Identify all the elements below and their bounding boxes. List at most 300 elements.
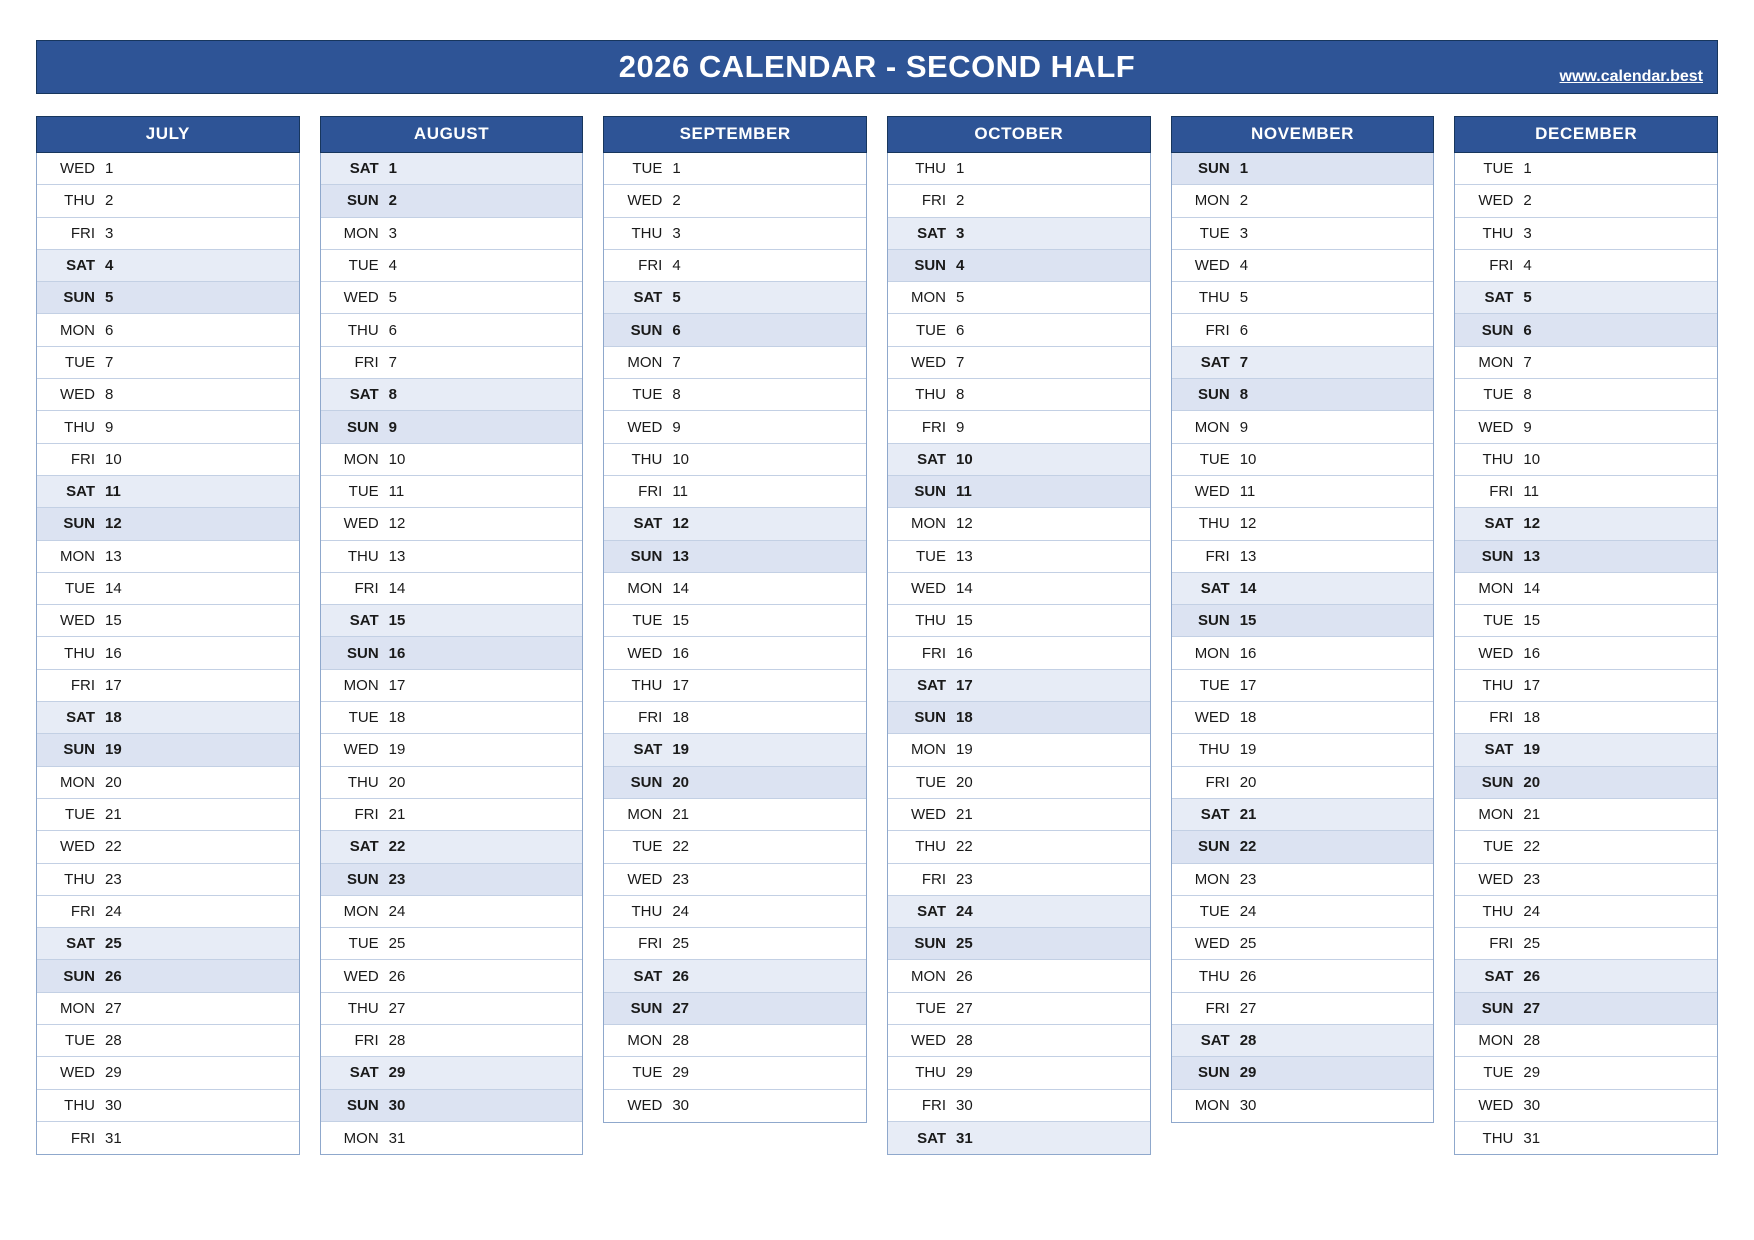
day-number: 31 (1523, 1129, 1541, 1147)
day-row[interactable] (37, 799, 299, 831)
day-row[interactable] (1455, 347, 1717, 379)
day-row[interactable] (1455, 831, 1717, 863)
day-row[interactable] (888, 1122, 1150, 1154)
day-number: 24 (956, 902, 973, 920)
day-row[interactable] (321, 960, 583, 992)
day-row[interactable] (1455, 573, 1717, 605)
day-row[interactable] (37, 476, 299, 508)
day-row[interactable] (888, 831, 1150, 863)
month-column (36, 116, 300, 1155)
day-row[interactable] (604, 185, 866, 217)
day-number: 23 (105, 870, 122, 888)
day-row[interactable] (37, 250, 299, 282)
day-row[interactable] (321, 218, 583, 250)
day-of-week-label: WED (627, 870, 663, 888)
day-number: 3 (1239, 224, 1249, 242)
day-row[interactable] (888, 767, 1150, 799)
day-row[interactable] (37, 702, 299, 734)
day-row[interactable] (888, 605, 1150, 637)
day-row[interactable] (1455, 508, 1717, 540)
day-row[interactable] (1172, 282, 1434, 314)
day-row[interactable] (37, 637, 299, 669)
day-row[interactable] (604, 993, 866, 1025)
day-list (320, 153, 584, 1155)
day-row[interactable] (888, 508, 1150, 540)
day-row[interactable] (888, 379, 1150, 411)
day-row[interactable] (888, 347, 1150, 379)
day-row[interactable] (888, 476, 1150, 508)
day-row[interactable] (888, 864, 1150, 896)
day-number: 24 (1239, 902, 1257, 920)
day-of-week-label: SAT (349, 838, 379, 856)
day-row[interactable] (1172, 476, 1434, 508)
day-row[interactable] (1172, 637, 1434, 669)
day-of-week-label: SAT (66, 257, 95, 275)
day-of-week-label: FRI (1489, 935, 1514, 953)
day-row[interactable] (37, 1122, 299, 1154)
day-row[interactable] (1172, 993, 1434, 1025)
day-row[interactable] (37, 508, 299, 540)
day-row[interactable] (1172, 734, 1434, 766)
day-row[interactable] (1172, 1057, 1434, 1089)
day-number: 4 (388, 257, 398, 275)
day-number: 14 (956, 580, 973, 597)
day-number: 15 (672, 612, 690, 630)
day-row[interactable] (321, 541, 583, 573)
day-row[interactable] (1455, 476, 1717, 508)
day-row[interactable] (888, 960, 1150, 992)
day-number: 23 (1523, 870, 1541, 888)
day-row[interactable] (37, 831, 299, 863)
day-of-week-label: TUE (348, 709, 379, 727)
day-row[interactable] (1172, 508, 1434, 540)
day-row[interactable] (1455, 250, 1717, 282)
day-row[interactable] (604, 1057, 866, 1089)
day-of-week-label: MON (60, 321, 95, 339)
day-row[interactable] (1172, 541, 1434, 573)
day-row[interactable] (37, 347, 299, 379)
day-row[interactable] (1455, 928, 1717, 960)
day-row[interactable] (604, 831, 866, 863)
day-number: 6 (388, 321, 398, 339)
month-column (1171, 116, 1435, 1155)
day-row[interactable] (604, 928, 866, 960)
day-number: 23 (956, 870, 973, 888)
day-row[interactable] (1455, 670, 1717, 702)
day-of-week-label: TUE (65, 580, 95, 597)
day-number: 20 (672, 773, 690, 791)
day-of-week-label: WED (60, 160, 95, 178)
day-of-week-label: WED (60, 612, 95, 630)
day-row[interactable] (1172, 864, 1434, 896)
day-number: 9 (105, 418, 114, 436)
day-of-week-label: TUE (1199, 676, 1230, 694)
day-row[interactable] (37, 153, 299, 185)
day-row[interactable] (321, 1057, 583, 1089)
day-row[interactable] (604, 767, 866, 799)
day-row[interactable] (604, 153, 866, 185)
day-row[interactable] (604, 670, 866, 702)
day-row[interactable] (888, 314, 1150, 346)
day-row[interactable] (1455, 153, 1717, 185)
day-row[interactable] (1172, 314, 1434, 346)
day-row[interactable] (888, 153, 1150, 185)
day-number: 3 (105, 224, 114, 242)
day-number: 12 (388, 515, 406, 533)
day-row[interactable] (37, 767, 299, 799)
day-row[interactable] (888, 444, 1150, 476)
day-row[interactable] (888, 1057, 1150, 1089)
day-row[interactable] (321, 282, 583, 314)
day-row[interactable] (888, 411, 1150, 443)
day-row[interactable] (604, 605, 866, 637)
day-row[interactable] (604, 702, 866, 734)
day-row[interactable] (604, 379, 866, 411)
day-of-week-label: SAT (66, 935, 95, 953)
day-of-week-label: THU (915, 612, 947, 630)
day-row[interactable] (37, 314, 299, 346)
day-number: 27 (105, 999, 122, 1017)
day-of-week-label: MON (1194, 418, 1230, 436)
day-row[interactable] (888, 896, 1150, 928)
day-row[interactable] (604, 314, 866, 346)
day-row[interactable] (1172, 379, 1434, 411)
day-row[interactable] (37, 670, 299, 702)
day-number: 15 (1523, 612, 1541, 630)
day-row[interactable] (888, 993, 1150, 1025)
day-of-week-label: MON (343, 676, 379, 694)
day-number: 8 (1239, 386, 1249, 404)
day-of-week-label: FRI (921, 192, 947, 210)
day-number: 21 (956, 806, 973, 824)
day-row[interactable] (321, 1025, 583, 1057)
day-row[interactable] (37, 605, 299, 637)
day-of-week-label: SAT (1484, 741, 1514, 759)
day-row[interactable] (321, 734, 583, 766)
day-of-week-label: TUE (65, 1032, 95, 1050)
day-row[interactable] (1172, 411, 1434, 443)
day-of-week-label: FRI (70, 676, 95, 694)
day-row[interactable] (1455, 1057, 1717, 1089)
day-row[interactable] (1172, 1025, 1434, 1057)
day-row[interactable] (321, 250, 583, 282)
day-of-week-label: MON (343, 450, 379, 468)
day-row[interactable] (321, 508, 583, 540)
day-row[interactable] (888, 250, 1150, 282)
day-number: 16 (956, 644, 973, 662)
day-row[interactable] (1455, 282, 1717, 314)
day-of-week-label: MON (1194, 192, 1230, 210)
day-row[interactable] (321, 573, 583, 605)
day-row[interactable] (37, 573, 299, 605)
day-row[interactable] (604, 1090, 866, 1122)
day-number: 30 (388, 1096, 406, 1114)
day-number: 14 (1523, 580, 1541, 597)
day-row[interactable] (1455, 379, 1717, 411)
month-column (1454, 116, 1718, 1155)
day-row[interactable] (321, 702, 583, 734)
day-row[interactable] (888, 702, 1150, 734)
day-row[interactable] (604, 573, 866, 605)
day-number: 20 (1523, 773, 1541, 791)
month-column (603, 116, 867, 1155)
day-row[interactable] (888, 541, 1150, 573)
day-row[interactable] (321, 1090, 583, 1122)
day-row[interactable] (37, 411, 299, 443)
day-row[interactable] (604, 896, 866, 928)
day-of-week-label: TUE (65, 353, 95, 371)
day-number: 25 (105, 935, 122, 953)
day-row[interactable] (1455, 185, 1717, 217)
day-of-week-label: THU (64, 1096, 95, 1114)
day-of-week-label: FRI (921, 418, 947, 436)
day-of-week-label: TUE (916, 321, 947, 339)
day-row[interactable] (604, 799, 866, 831)
day-row[interactable] (604, 960, 866, 992)
day-number: 6 (1239, 321, 1249, 339)
day-row[interactable] (321, 670, 583, 702)
day-row[interactable] (37, 734, 299, 766)
day-row[interactable] (1172, 767, 1434, 799)
day-number: 24 (1523, 902, 1541, 920)
day-of-week-label: SUN (63, 741, 95, 759)
day-of-week-label: SUN (63, 289, 95, 307)
day-number: 15 (388, 612, 406, 630)
day-row[interactable] (1455, 637, 1717, 669)
day-number: 7 (956, 353, 965, 371)
day-of-week-label: WED (343, 967, 379, 985)
day-row[interactable] (1172, 670, 1434, 702)
day-row[interactable] (888, 928, 1150, 960)
day-row[interactable] (37, 1057, 299, 1089)
day-row[interactable] (37, 444, 299, 476)
day-list (36, 153, 300, 1155)
day-row[interactable] (1172, 573, 1434, 605)
day-number: 13 (1523, 547, 1541, 565)
website-link[interactable]: www.calendar.best (1559, 68, 1703, 85)
day-row[interactable] (604, 476, 866, 508)
day-row[interactable] (37, 864, 299, 896)
day-of-week-label: MON (1478, 1032, 1514, 1050)
day-of-week-label: TUE (632, 1064, 663, 1082)
day-number: 27 (1239, 999, 1257, 1017)
day-row[interactable] (888, 282, 1150, 314)
day-number: 8 (672, 386, 681, 404)
day-row[interactable] (1455, 541, 1717, 573)
day-row[interactable] (37, 928, 299, 960)
day-number: 7 (105, 353, 114, 371)
day-list (603, 153, 867, 1123)
day-row[interactable] (1455, 1122, 1717, 1154)
day-number: 8 (956, 386, 965, 404)
day-row[interactable] (1172, 896, 1434, 928)
day-row[interactable] (888, 573, 1150, 605)
day-number: 2 (105, 192, 114, 210)
day-row[interactable] (321, 379, 583, 411)
day-row[interactable] (604, 637, 866, 669)
day-row[interactable] (1172, 702, 1434, 734)
day-row[interactable] (321, 605, 583, 637)
day-number: 18 (388, 709, 406, 727)
day-row[interactable] (604, 347, 866, 379)
day-row[interactable] (888, 185, 1150, 217)
day-row[interactable] (1172, 831, 1434, 863)
day-of-week-label: FRI (70, 902, 95, 920)
day-of-week-label: SUN (347, 192, 379, 210)
day-row[interactable] (1455, 605, 1717, 637)
day-row[interactable] (321, 799, 583, 831)
day-of-week-label: WED (911, 806, 947, 824)
day-row[interactable] (604, 1025, 866, 1057)
day-row[interactable] (321, 411, 583, 443)
day-number: 13 (672, 547, 690, 565)
day-of-week-label: THU (64, 870, 95, 888)
day-of-week-label: FRI (638, 935, 663, 953)
day-of-week-label: FRI (1489, 483, 1514, 501)
day-row[interactable] (1455, 993, 1717, 1025)
day-number: 11 (1523, 483, 1539, 501)
day-row[interactable] (1455, 1090, 1717, 1122)
day-of-week-label: SAT (1200, 1032, 1230, 1050)
day-of-week-label: SAT (1200, 353, 1230, 371)
day-row[interactable] (1455, 734, 1717, 766)
day-row[interactable] (37, 993, 299, 1025)
day-number: 21 (672, 806, 690, 824)
day-row[interactable] (1455, 444, 1717, 476)
day-row[interactable] (888, 1090, 1150, 1122)
day-number: 9 (672, 418, 681, 436)
day-number: 27 (388, 999, 406, 1017)
day-number: 20 (956, 773, 973, 791)
day-row[interactable] (37, 960, 299, 992)
day-row[interactable] (1172, 799, 1434, 831)
day-number: 12 (105, 515, 122, 533)
day-row[interactable] (888, 1025, 1150, 1057)
day-row[interactable] (604, 508, 866, 540)
day-row[interactable] (321, 444, 583, 476)
day-number: 9 (1523, 418, 1532, 436)
day-row[interactable] (604, 541, 866, 573)
day-row[interactable] (1455, 218, 1717, 250)
day-number: 18 (1239, 709, 1257, 727)
day-row[interactable] (888, 799, 1150, 831)
day-row[interactable] (37, 218, 299, 250)
day-row[interactable] (1172, 218, 1434, 250)
day-of-week-label: SUN (630, 999, 663, 1017)
day-of-week-label: MON (1478, 353, 1514, 371)
day-row[interactable] (37, 541, 299, 573)
month-title: DECEMBER (1454, 116, 1718, 153)
day-number: 11 (105, 483, 121, 501)
day-row[interactable] (1455, 1025, 1717, 1057)
day-row[interactable] (604, 864, 866, 896)
day-row[interactable] (37, 185, 299, 217)
day-row[interactable] (1172, 1090, 1434, 1122)
day-of-week-label: TUE (632, 160, 663, 178)
day-row[interactable] (1455, 411, 1717, 443)
day-row[interactable] (1172, 605, 1434, 637)
day-of-week-label: SUN (1481, 547, 1514, 565)
day-row[interactable] (321, 314, 583, 346)
day-row[interactable] (321, 153, 583, 185)
day-row[interactable] (604, 444, 866, 476)
day-row[interactable] (37, 1090, 299, 1122)
day-row[interactable] (37, 282, 299, 314)
day-of-week-label: SAT (1484, 515, 1514, 533)
day-number: 4 (105, 257, 114, 275)
day-row[interactable] (1172, 250, 1434, 282)
day-row[interactable] (321, 993, 583, 1025)
day-row[interactable] (37, 379, 299, 411)
day-of-week-label: FRI (638, 483, 663, 501)
day-row[interactable] (321, 347, 583, 379)
day-row[interactable] (1172, 185, 1434, 217)
day-row[interactable] (1172, 960, 1434, 992)
day-row[interactable] (321, 767, 583, 799)
day-row[interactable] (1455, 864, 1717, 896)
day-row[interactable] (1172, 444, 1434, 476)
day-row[interactable] (1455, 799, 1717, 831)
day-number: 2 (1523, 192, 1532, 210)
day-number: 3 (956, 224, 965, 242)
day-number: 5 (105, 289, 114, 307)
day-row[interactable] (1455, 960, 1717, 992)
day-row[interactable] (1172, 928, 1434, 960)
day-row[interactable] (1172, 153, 1434, 185)
day-number: 29 (105, 1064, 122, 1082)
day-number: 14 (388, 580, 406, 597)
day-of-week-label: SUN (914, 935, 947, 953)
day-number: 3 (388, 224, 398, 242)
day-row[interactable] (37, 1025, 299, 1057)
day-row[interactable] (321, 637, 583, 669)
day-row[interactable] (888, 637, 1150, 669)
day-row[interactable] (321, 476, 583, 508)
day-number: 29 (1239, 1064, 1257, 1082)
day-row[interactable] (321, 864, 583, 896)
day-number: 23 (388, 870, 406, 888)
day-row[interactable] (604, 218, 866, 250)
day-row[interactable] (321, 185, 583, 217)
day-row[interactable] (321, 896, 583, 928)
day-row[interactable] (321, 1122, 583, 1154)
day-row[interactable] (1455, 896, 1717, 928)
day-row[interactable] (604, 411, 866, 443)
day-row[interactable] (888, 670, 1150, 702)
day-row[interactable] (321, 928, 583, 960)
day-row[interactable] (1172, 347, 1434, 379)
day-number: 28 (672, 1032, 690, 1050)
day-row[interactable] (1455, 314, 1717, 346)
day-number: 27 (1523, 999, 1541, 1017)
day-of-week-label: MON (343, 1129, 379, 1147)
day-row[interactable] (604, 282, 866, 314)
day-row[interactable] (604, 734, 866, 766)
day-of-week-label: TUE (1483, 386, 1514, 404)
day-of-week-label: SAT (66, 709, 95, 727)
day-number: 5 (1239, 289, 1249, 307)
day-row[interactable] (604, 250, 866, 282)
day-row[interactable] (321, 831, 583, 863)
month-title: AUGUST (320, 116, 584, 153)
day-row[interactable] (37, 896, 299, 928)
day-row[interactable] (1455, 702, 1717, 734)
day-row[interactable] (888, 218, 1150, 250)
day-row[interactable] (1455, 767, 1717, 799)
day-of-week-label: SUN (63, 967, 95, 985)
day-number: 18 (1523, 709, 1541, 727)
day-row[interactable] (888, 734, 1150, 766)
